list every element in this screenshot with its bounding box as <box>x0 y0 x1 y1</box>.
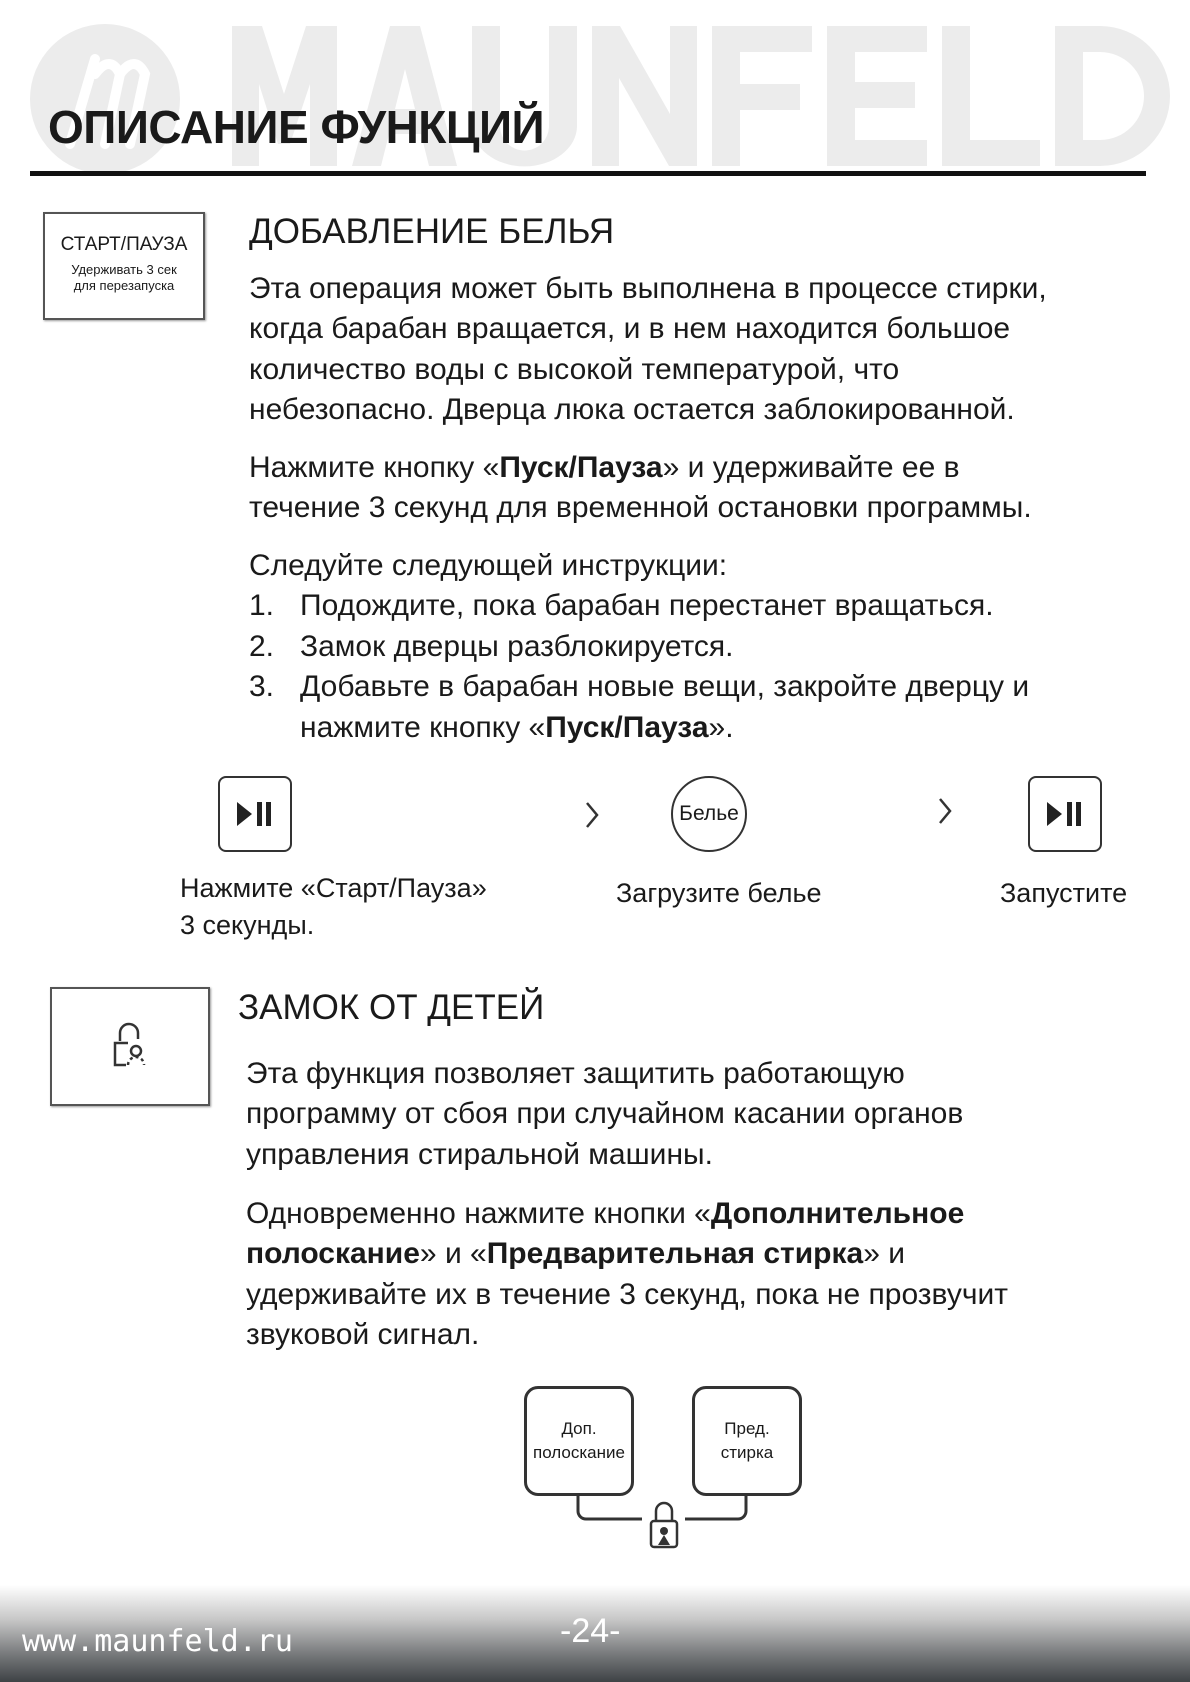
text-line: течение 3 секунд для временной остановки программы. <box>249 491 1032 525</box>
add-laundry-para2 <box>249 448 1032 529</box>
caption-press-start <box>180 870 487 944</box>
text-line: когда барабан вращается, и в нем находится большое <box>249 312 1011 346</box>
add-laundry-instructions <box>249 546 1029 748</box>
step-number: 2. <box>249 629 275 663</box>
text: Одновременно нажмите кнопки « <box>246 1197 711 1230</box>
text-line: количество воды с высокой температурой, что <box>249 352 900 386</box>
step-number: 3. <box>249 670 275 704</box>
title-divider <box>30 171 1146 176</box>
start-pause-button-illustration <box>43 212 205 320</box>
child-lock-heading: ЗАМОК ОТ ДЕТЕЙ <box>238 988 545 1027</box>
btn-label: стирка <box>720 1443 774 1462</box>
step-text: Добавьте в барабан новые вещи, закройте дверцу и <box>300 670 1030 704</box>
start-pause-sub2: для перезапуска <box>73 278 175 293</box>
text-line: программу от сбоя при случайном касании органов <box>246 1097 964 1131</box>
play-pause-icon <box>1028 776 1102 852</box>
btn-label: Доп. <box>561 1419 597 1438</box>
start-pause-label: СТАРТ/ПАУЗА <box>60 234 188 255</box>
instructions-intro: Следуйте следующей инструкции: <box>249 549 728 582</box>
btn-label: полоскание <box>533 1443 625 1462</box>
step-number: 1. <box>249 589 275 623</box>
text: » и « <box>419 1237 487 1271</box>
play-pause-icon <box>218 776 292 852</box>
text: ». <box>708 710 734 744</box>
laundry-circle-icon: Белье <box>671 776 747 852</box>
text-line: небезопасно. Дверца люка остается заблокированной. <box>249 393 1015 427</box>
text-line: звуковой сигнал. <box>246 1318 480 1352</box>
step-item <box>249 667 1029 707</box>
step-text: Подождите, пока барабан перестанет вращаться. <box>300 589 994 623</box>
chevron-right-icon <box>584 800 600 830</box>
text-line: управления стиральной машины. <box>246 1137 713 1171</box>
text-line: Нажмите «Старт/Пауза» <box>180 873 487 903</box>
bold-text: полоскание <box>246 1237 420 1271</box>
text: » и <box>863 1237 905 1271</box>
text: Нажмите кнопку « <box>249 451 500 484</box>
text-line: 3 секунды. <box>180 910 315 940</box>
child-lock-icon <box>110 1021 150 1073</box>
btn-label: Пред. <box>724 1419 770 1438</box>
chevron-right-icon <box>937 796 953 826</box>
start-pause-sub1: Удерживать 3 сек <box>71 262 177 277</box>
bold-text: Дополнительное <box>710 1197 965 1230</box>
extra-rinse-button-illustration <box>524 1386 634 1496</box>
child-lock-para2 <box>246 1194 1008 1356</box>
text-line: удерживайте их в течение 3 секунд, пока не прозвучит <box>246 1277 1008 1311</box>
text: » и удерживайте ее в <box>662 451 960 484</box>
add-laundry-heading: ДОБАВЛЕНИЕ БЕЛЬЯ <box>249 212 615 251</box>
child-lock-para1 <box>246 1054 963 1175</box>
text: нажмите кнопку « <box>300 710 546 744</box>
bold-text: Предварительная стирка <box>486 1237 864 1271</box>
caption-start: Запустите <box>1000 878 1128 908</box>
page-title: ОПИСАНИЕ ФУНКЦИЙ <box>48 101 545 153</box>
add-laundry-para1 <box>249 269 1047 431</box>
child-lock-button-illustration <box>50 987 210 1106</box>
step-text: Замок дверцы разблокируется. <box>300 629 734 663</box>
text-line: Эта операция может быть выполнена в процессе стирки, <box>249 272 1047 305</box>
step-item <box>249 627 1029 667</box>
text-line: Эта функция позволяет защитить работающую <box>246 1057 905 1090</box>
bold-text: Пуск/Пауза <box>499 451 663 484</box>
combo-lock-connector-icon <box>560 1495 760 1555</box>
website-link[interactable]: www.maunfeld.ru <box>22 1624 293 1659</box>
bold-text: Пуск/Пауза <box>545 710 709 744</box>
prewash-button-illustration <box>692 1386 802 1496</box>
step-item <box>249 586 1029 626</box>
caption-load-laundry: Загрузите белье <box>616 878 822 908</box>
page-number: -24- <box>560 1612 621 1650</box>
